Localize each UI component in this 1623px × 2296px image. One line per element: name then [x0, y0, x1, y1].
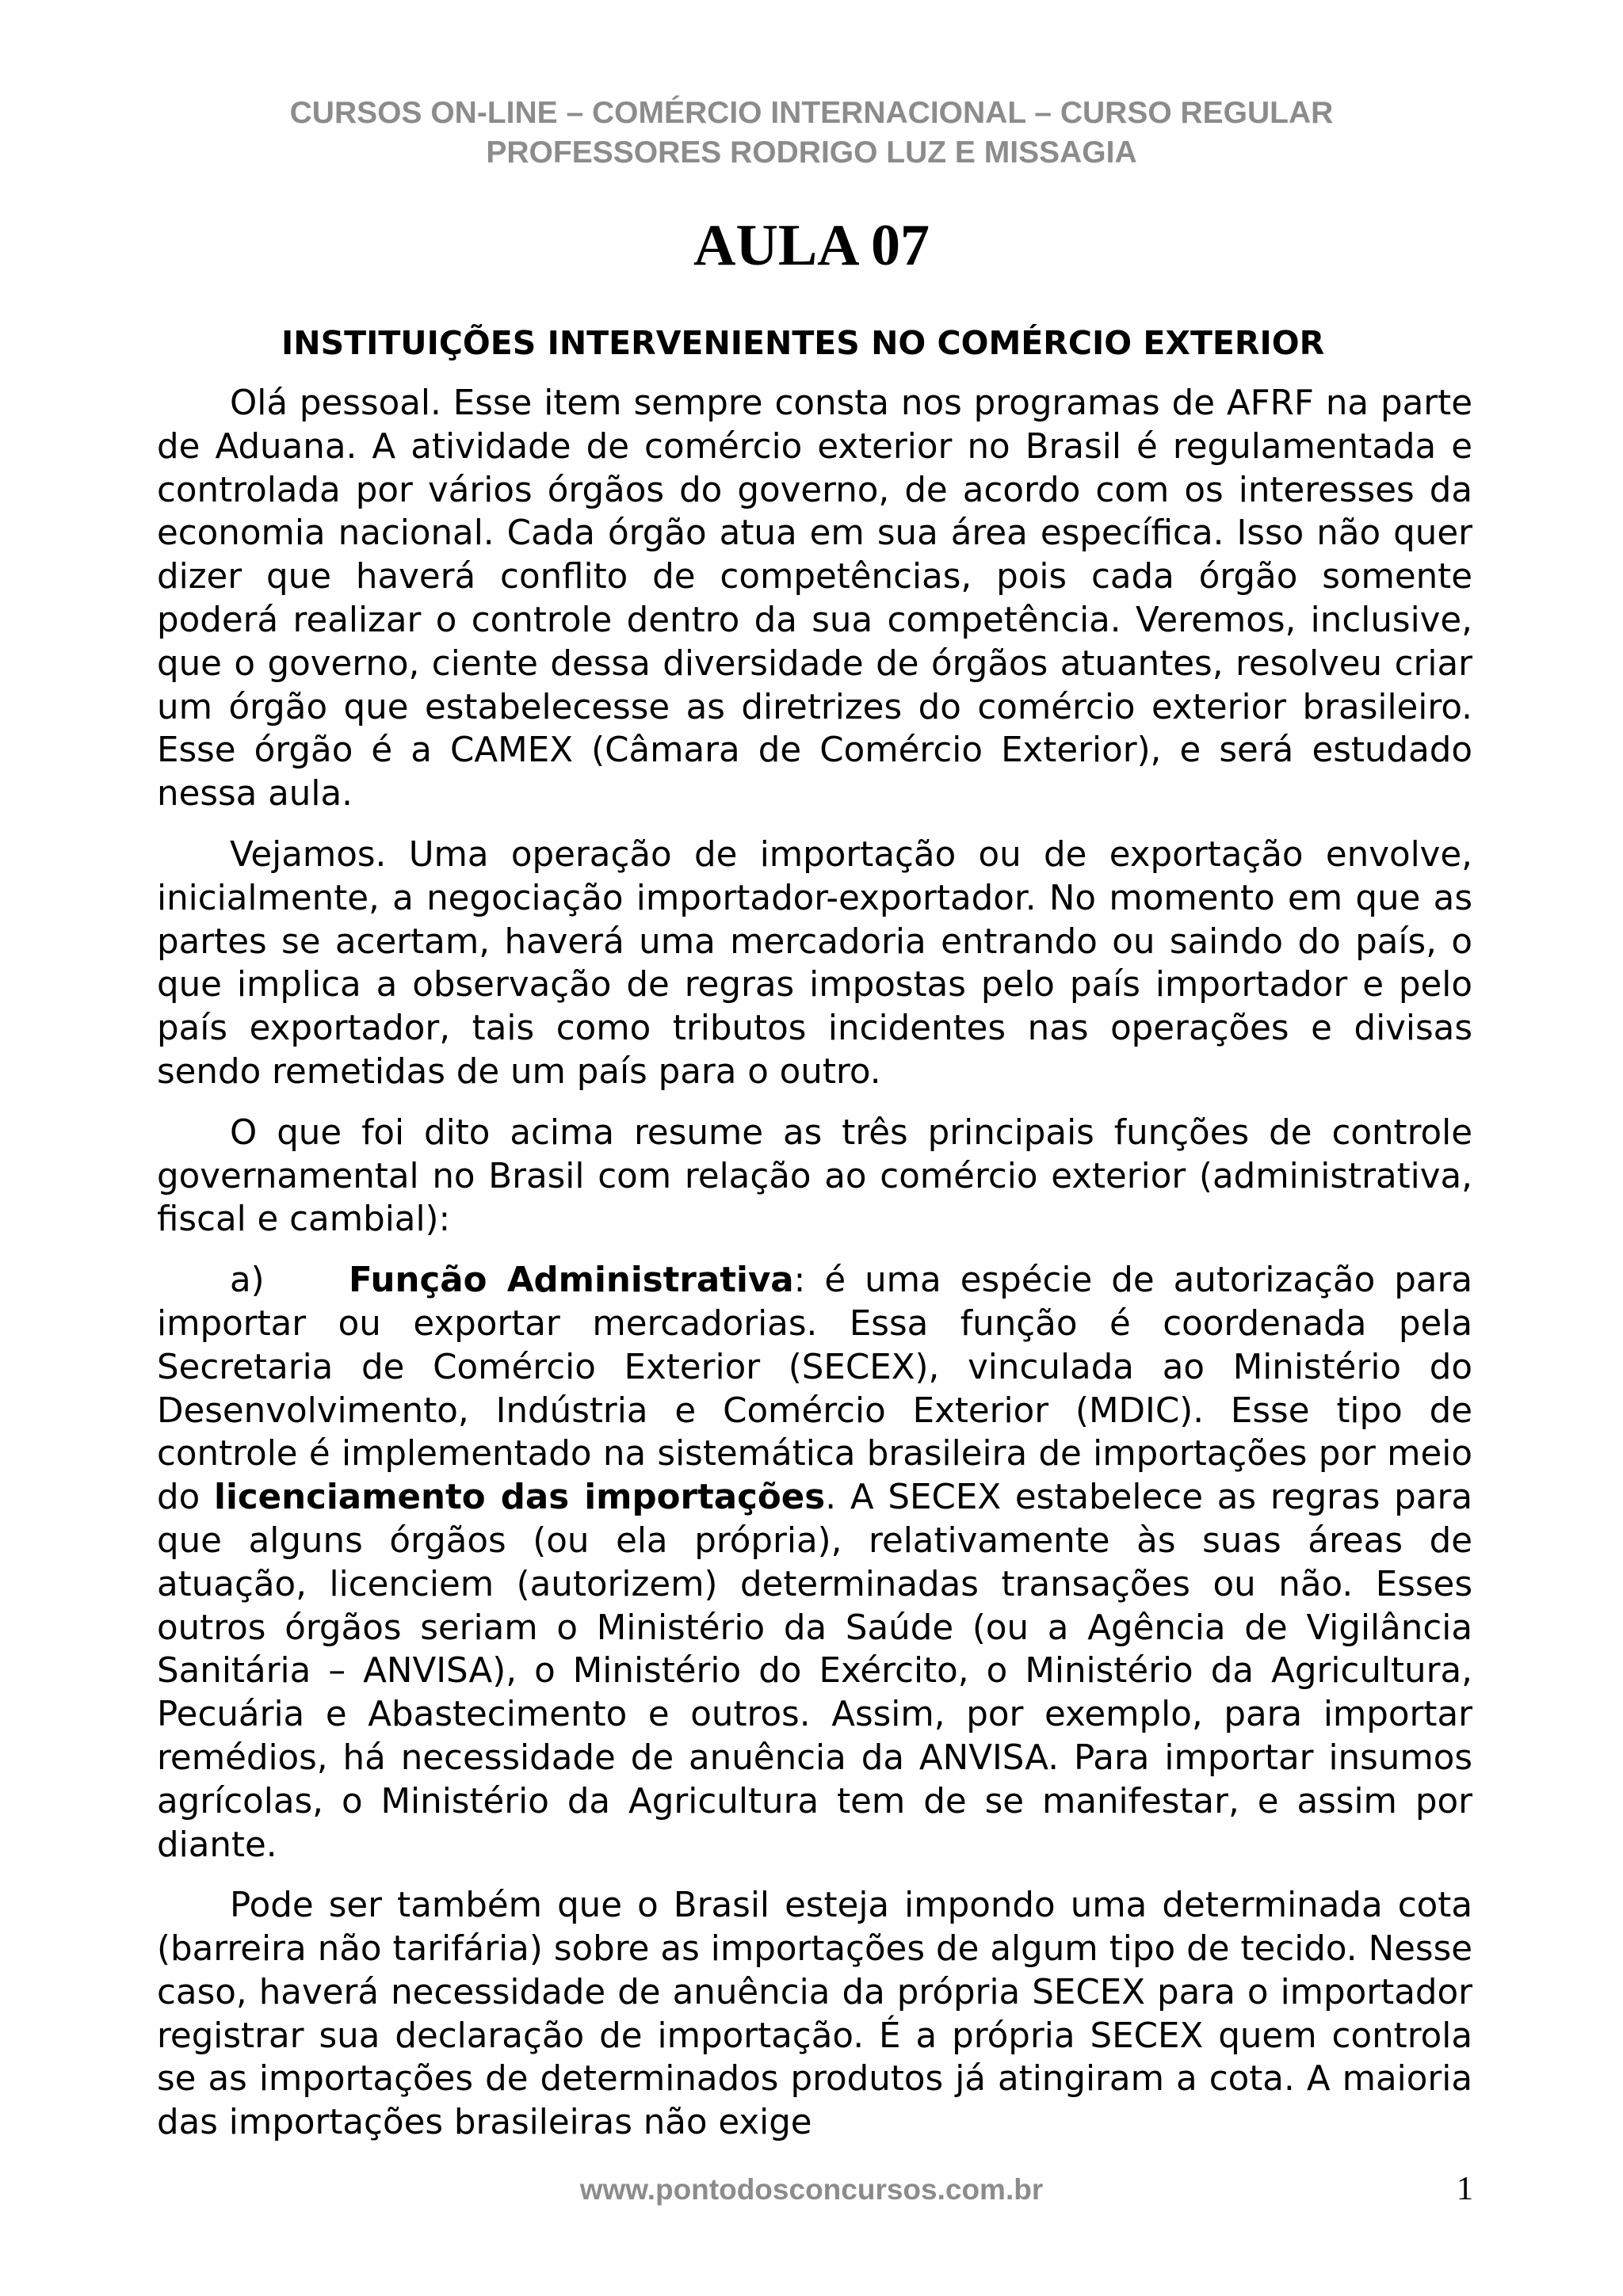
item-text-part2: . A SECEX estabelece as regras para que alguns órgãos (ou ela própria), relativamente às suas áreas de atuação, licenciem (autorizem) determinadas transações ou não. Esses outros órgãos seriam o Ministério da Saúde (ou a Agência de Vigilância Sanitária – ANVISA), o Ministério do Exército, o Ministério da Agricultura, Pecuária e Abastecimento e outros. Assim, por exemplo, para importar remédios, há necessidade de anuência da ANVISA. Para importar insumos agrícolas, o Ministério da Agricultura tem de se manifestar, e assim por diante. — [157, 1478, 1472, 1865]
term-administrative-function: Função Administrativa — [349, 1261, 794, 1301]
item-text-part1: : é uma espécie de autorização para importar ou exportar mercadorias. Essa função é coordenada pela Secretaria de Comércio Exterior (SECEX), vinculada ao Ministério do Desenvolvimento, Indústria e Comércio Exterior (MDIC). Esse tipo de controle é implementado na sistemática brasileira de importações por meio do — [157, 1261, 1473, 1518]
paragraph-quota: Pode ser também que o Brasil esteja impondo uma determinada cota (barreira não tarifária) sobre as importações de algum tipo de tecido. Nesse caso, haverá necessidade de anuência da própria SECEX para o importador registrar sua declaração de importação. É a própria SECEX quem controla se as importações de determinados produtos já atingiram a cota. A maioria das importações brasileiras não exige — [157, 1886, 1472, 2143]
list-item-marker: a) — [230, 1261, 265, 1301]
lesson-title: AULA 07 — [693, 213, 930, 278]
header-course-line: CURSOS ON-LINE – COMÉRCIO INTERNACIONAL – CURSO REGULAR — [289, 96, 1334, 130]
running-header — [0, 93, 1623, 173]
page-number: 1 — [1457, 2171, 1473, 2207]
paragraph-functions-summary: O que foi dito acima resume as três principais funções de controle governamental no Brasil com relação ao comércio exterior (administrativa, fiscal e cambial): — [157, 1112, 1472, 1240]
term-import-licensing: licenciamento das importações — [214, 1478, 826, 1518]
header-professors-line: PROFESSORES RODRIGO LUZ E MISSAGIA — [486, 135, 1137, 170]
paragraph-operation: Vejamos. Uma operação de importação ou de exportação envolve, inicialmente, a negociação importador-exportador. No momento em que as partes se acertam, haverá uma mercadoria entrando ou saindo do país, o que implica a observação de regras impostas pelo país importador e pelo país exportador, tais como tributos incidentes nas operações e divisas sendo remetidas de um país para o outro. — [157, 834, 1472, 1092]
paragraph-intro: Olá pessoal. Esse item sempre consta nos programas de AFRF na parte de Aduana. A atividade de comércio exterior no Brasil é regulamentada e controlada por vários órgãos do governo, de acordo com os interesses da economia nacional. Cada órgão atua em sua área específica. Isso não quer dizer que haverá conflito de competências, pois cada órgão somente poderá realizar o controle dentro da sua competência. Veremos, inclusive, que o governo, ciente dessa diversidade de órgãos atuantes, resolveu criar um órgão que estabelecesse as diretrizes do comércio exterior brasileiro. Esse órgão é a CAMEX (Câmara de Comércio Exterior), e será estudado nessa aula. — [157, 383, 1472, 814]
list-item-administrative-function — [157, 1259, 1472, 1867]
document-body — [157, 382, 1472, 2162]
section-heading: INSTITUIÇÕES INTERVENIENTES NO COMÉRCIO EXTERIOR — [281, 324, 1325, 362]
footer-website-link[interactable]: www.pontodosconcursos.com.br — [579, 2173, 1044, 2206]
